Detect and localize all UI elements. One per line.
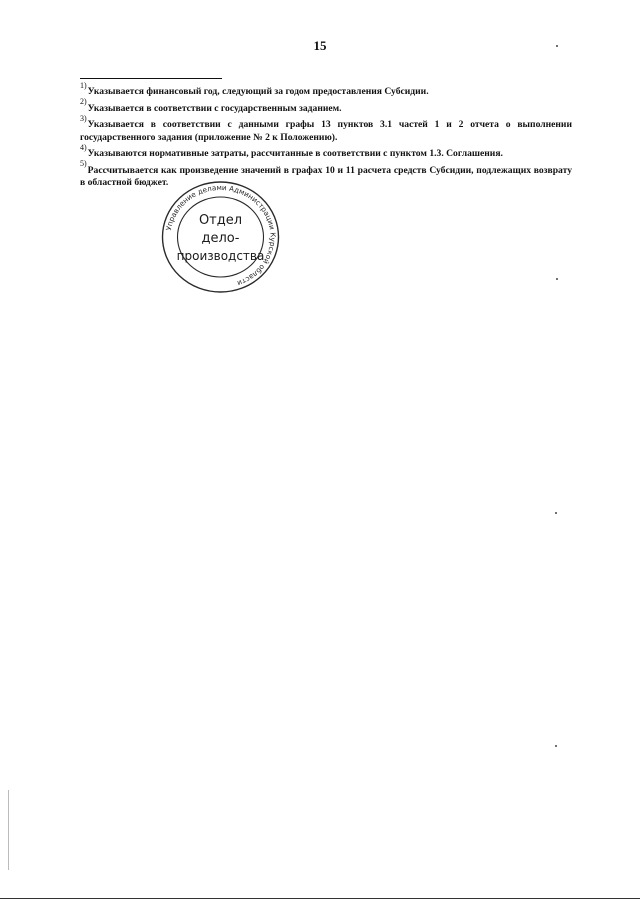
footnote-2 (80, 97, 572, 116)
page-number: 15 (313, 38, 327, 53)
footnotes-block (80, 80, 572, 194)
scan-speck (555, 512, 557, 514)
footnote-4 (80, 142, 572, 161)
office-stamp (158, 177, 283, 297)
footnote-text: Указывается финансовый год, следующий за годом предоставления Субсидии. (87, 86, 429, 97)
footnote-mark: 5) (80, 159, 87, 169)
footnote-text: Указываются нормативные затраты, рассчитанные в соответствии с пунктом 1.3. Соглашения. (87, 148, 503, 159)
scan-bottom-edge (0, 898, 640, 899)
scan-edge-mark (8, 790, 9, 870)
scan-speck (556, 278, 558, 280)
footnote-mark: 4) (80, 142, 87, 152)
scan-speck (556, 45, 558, 47)
footnote-mark: 1) (80, 80, 87, 90)
footnote-3 (80, 113, 572, 144)
footnote-5 (80, 159, 572, 190)
footnote-separator (80, 78, 222, 79)
stamp-line-1: Отдел (198, 213, 243, 228)
footnote-mark: 2) (80, 97, 87, 107)
scan-speck (555, 745, 557, 747)
footnote-text: Рассчитывается как произведение значений в графах 10 и 11 расчета средств Субсидии, подлежащих возврату в областной бюджет. (80, 164, 572, 188)
footnote-text: Указывается в соответствии с данными графы 13 пунктов 3.1 частей 1 и 2 отчета о выполнении государственного задания (приложение № 2 к Положению). (80, 119, 572, 143)
stamp-line-2: дело- (201, 231, 240, 246)
footnote-1 (80, 80, 572, 99)
stamp-ring-text: Управление делами Администрации Курской области (163, 182, 278, 289)
footnote-mark: 3) (80, 113, 87, 123)
stamp-line-3: производства (176, 249, 265, 263)
footnote-text: Указывается в соответствии с государственным заданием. (87, 102, 342, 114)
